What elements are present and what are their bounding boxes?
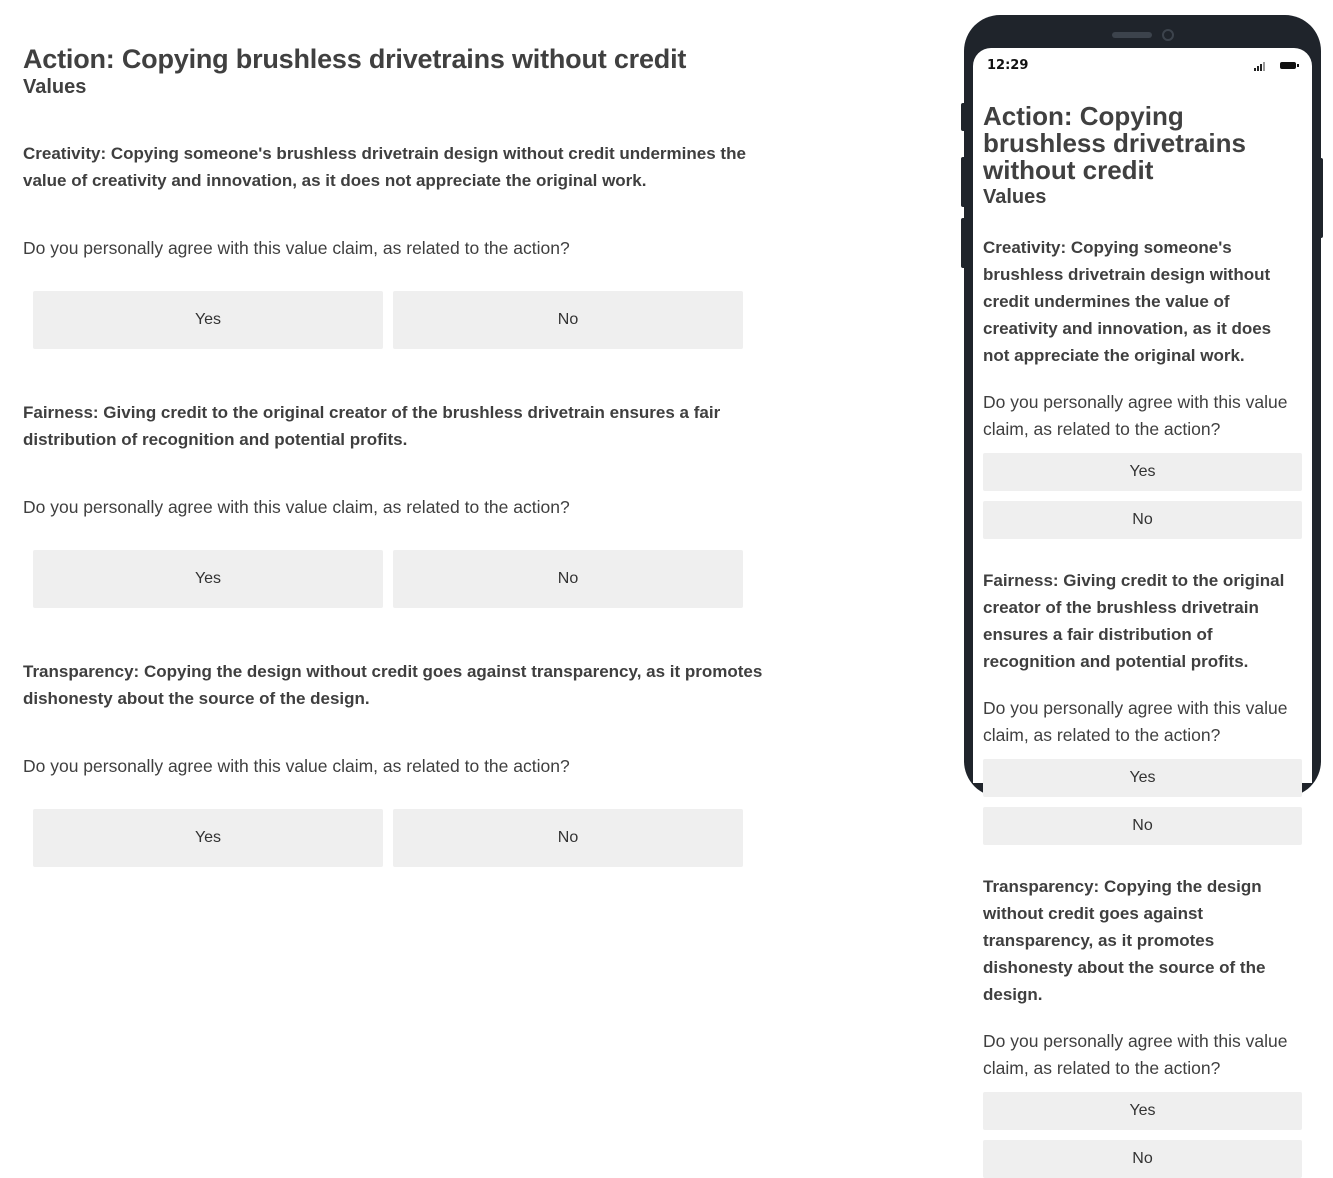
- phone-screen[interactable]: [973, 48, 1312, 1167]
- signal-icon: [1254, 61, 1268, 71]
- creativity-no-button[interactable]: No: [983, 501, 1302, 539]
- value-claim-creativity: Creativity: Copying someone's brushless drivetrain design without credit undermines the value of creativity and innovation, as it does not appreciate the original work.: [23, 144, 746, 190]
- agreement-question: Do you personally agree with this value claim, as related to the action?: [23, 497, 570, 517]
- transparency-no-button[interactable]: No: [983, 1140, 1302, 1178]
- agreement-question: Do you personally agree with this value claim, as related to the action?: [983, 698, 1288, 745]
- phone-survey-content: [983, 103, 1302, 1178]
- page-title: Action: Copying brushless drivetrains without credit: [23, 44, 687, 74]
- value-claim-transparency: Transparency: Copying the design without credit goes against transparency, as it promotes dishonesty about the source of the design.: [23, 662, 763, 708]
- fairness-yes-button[interactable]: Yes: [983, 759, 1302, 797]
- agreement-question: Do you personally agree with this value claim, as related to the action?: [983, 392, 1288, 439]
- transparency-yes-button[interactable]: Yes: [983, 1092, 1302, 1130]
- phone-preview: [964, 15, 1321, 1167]
- creativity-yes-button[interactable]: Yes: [983, 453, 1302, 491]
- battery-icon: [1280, 62, 1296, 69]
- phone-speaker: [1112, 32, 1152, 38]
- value-claim-transparency: Transparency: Copying the design without credit goes against transparency, as it promotes dishonesty about the source of the design.: [983, 877, 1266, 1004]
- value-claim-fairness: Fairness: Giving credit to the original creator of the brushless drivetrain ensures a fair distribution of recognition and potential profits.: [983, 571, 1285, 671]
- transparency-no-button[interactable]: No: [393, 809, 743, 867]
- survey-desktop: [23, 43, 763, 846]
- section-subtitle: Values: [23, 76, 87, 98]
- agreement-question: Do you personally agree with this value claim, as related to the action?: [983, 1031, 1288, 1078]
- section-subtitle: Values: [983, 186, 1047, 208]
- phone-camera: [1162, 29, 1174, 41]
- fairness-no-button[interactable]: No: [393, 550, 743, 608]
- value-claim-fairness: Fairness: Giving credit to the original creator of the brushless drivetrain ensures a fair distribution of recognition and potential profits.: [23, 403, 721, 449]
- fairness-yes-button[interactable]: Yes: [33, 550, 383, 608]
- agreement-question: Do you personally agree with this value claim, as related to the action?: [23, 238, 570, 258]
- value-claim-creativity: Creativity: Copying someone's brushless drivetrain design without credit undermines the value of creativity and innovation, as it does not appreciate the original work.: [983, 238, 1272, 365]
- creativity-no-button[interactable]: No: [393, 291, 743, 349]
- page-title: Action: Copying brushless drivetrains without credit: [983, 101, 1246, 185]
- transparency-yes-button[interactable]: Yes: [33, 809, 383, 867]
- agreement-question: Do you personally agree with this value claim, as related to the action?: [23, 756, 570, 776]
- fairness-no-button[interactable]: No: [983, 807, 1302, 845]
- status-time: 12:29: [987, 58, 1029, 73]
- creativity-yes-button[interactable]: Yes: [33, 291, 383, 349]
